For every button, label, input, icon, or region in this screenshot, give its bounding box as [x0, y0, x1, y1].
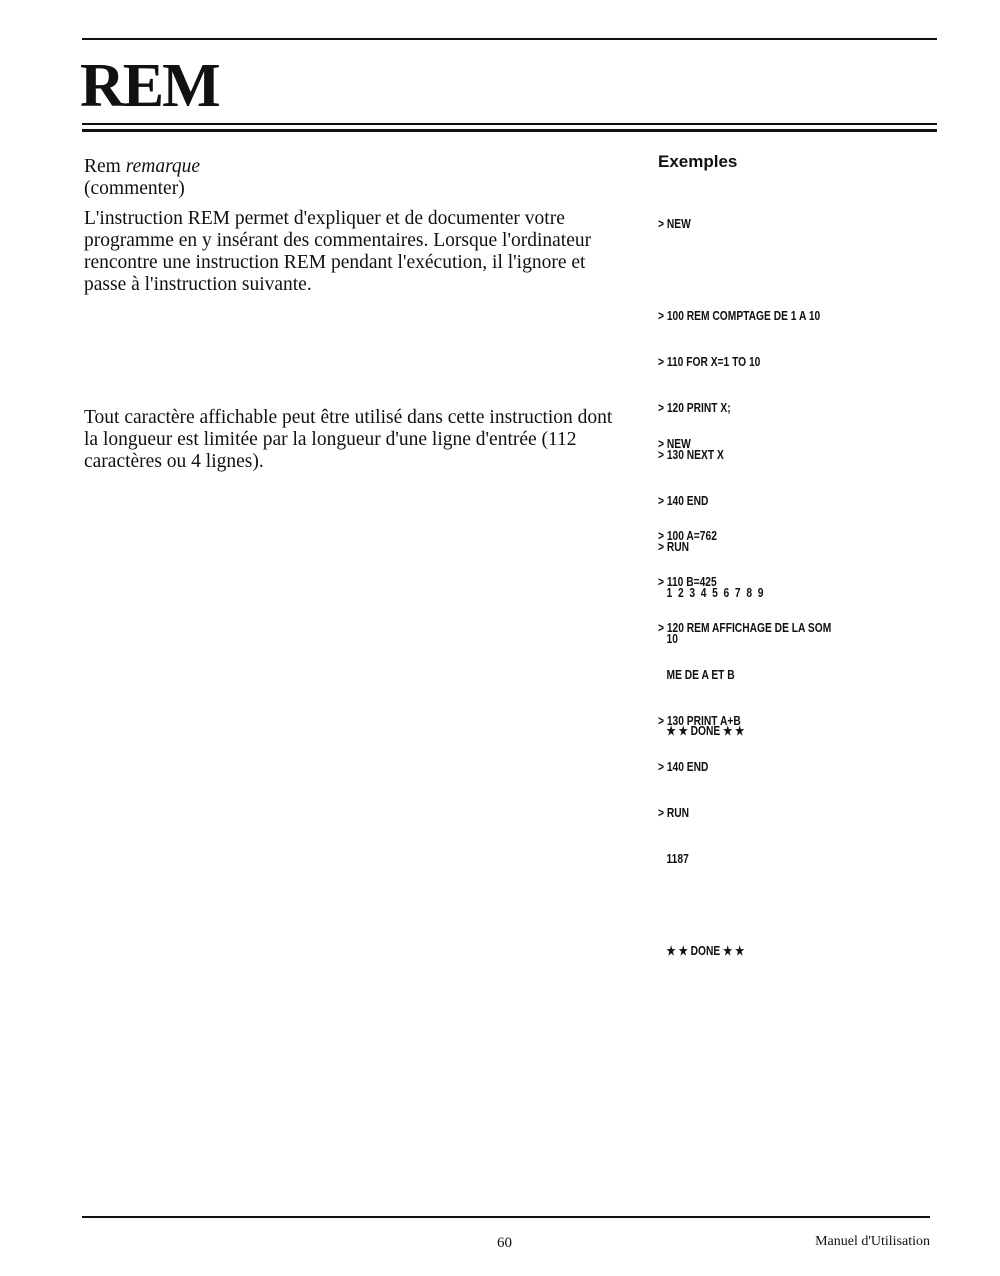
code-output: 10 [658, 632, 678, 647]
page-title: REM [80, 52, 219, 120]
instruction-name-plain: Rem [84, 156, 121, 177]
top-rule [82, 38, 937, 40]
code-output: 1 2 3 4 5 6 7 8 9 [658, 586, 764, 601]
example-2-code [658, 406, 831, 975]
done-message: ★ ★ DONE ★ ★ [658, 724, 745, 739]
code-line: > 100 REM COMPTAGE DE 1 A 10 [658, 308, 821, 323]
code-line: > 110 B=425 [658, 575, 717, 590]
code-line: > 120 PRINT X; [658, 401, 731, 416]
title-rule-thick [82, 129, 937, 132]
code-line: > NEW [658, 216, 691, 231]
code-line: > 130 NEXT X [658, 447, 724, 462]
instruction-subtitle: (commenter) [84, 178, 185, 199]
code-line: > RUN [658, 539, 690, 554]
instruction-name [84, 156, 604, 178]
page-number: 60 [497, 1235, 512, 1251]
second-paragraph [84, 407, 624, 473]
code-output: 1187 [658, 852, 689, 867]
code-line: > RUN [658, 806, 690, 821]
code-line: ME DE A ET B [658, 667, 735, 682]
code-line: > 120 REM AFFICHAGE DE LA SOM [658, 621, 832, 636]
intro-section [84, 156, 604, 296]
code-line: > 140 END [658, 493, 709, 508]
instruction-name-italic: remarque [125, 156, 201, 177]
examples-heading: Exemples [658, 152, 738, 171]
footer-title: Manuel d'Utilisation [815, 1234, 930, 1249]
footer-rule [82, 1216, 930, 1218]
code-line: > 140 END [658, 759, 709, 774]
code-line: > NEW [658, 436, 691, 451]
code-line: > 100 A=762 [658, 528, 717, 543]
done-message: ★ ★ DONE ★ ★ [658, 944, 745, 959]
code-line: > 110 FOR X=1 TO 10 [658, 355, 761, 370]
intro-paragraph: L'instruction REM permet d'expliquer et de documenter votre programme en y insérant des commentaires. Lorsque l'ordinateur rencontre une instruction REM pendant l'exécution, il l'ignore et passe à l'instruction suivante. [84, 208, 592, 295]
title-rule-thin [82, 123, 937, 125]
second-paragraph-text: Tout caractère affichable peut être utilisé dans cette instruction dont la longueur est limitée par la longueur d'une ligne d'entrée (112 caractères ou 4 lignes). [84, 407, 613, 472]
code-line: > 130 PRINT A+B [658, 713, 741, 728]
